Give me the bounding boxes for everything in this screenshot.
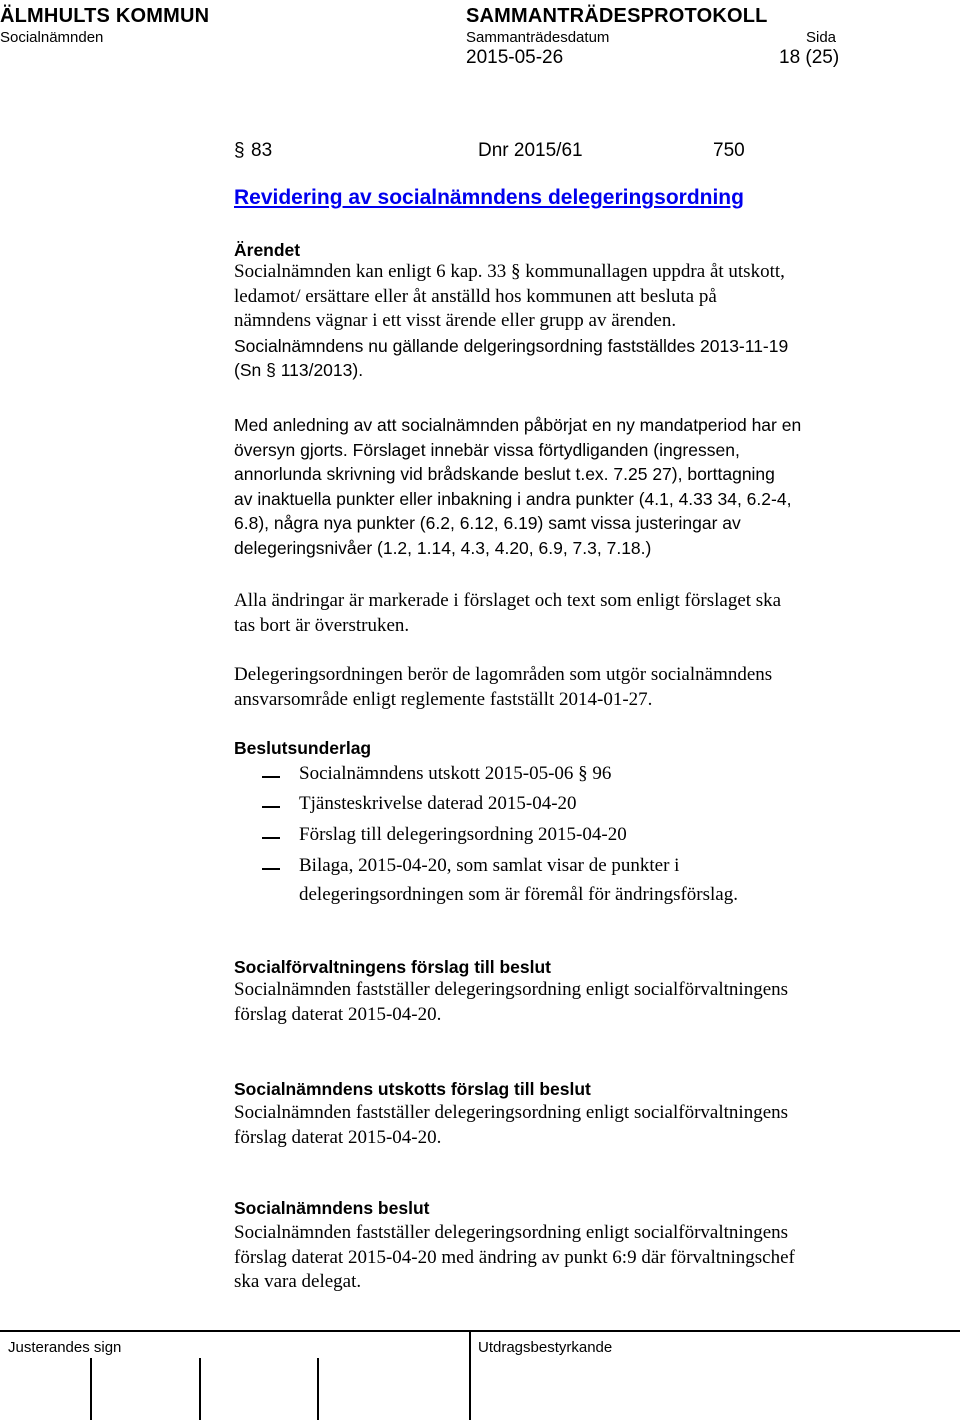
document-type: SAMMANTRÄDESPROTOKOLL — [466, 5, 768, 27]
text-line: Alla ändringar är markerade i förslaget och text som enligt förslaget ska — [234, 590, 782, 611]
extract-label: Utdragsbestyrkande — [478, 1339, 613, 1356]
text-line: Socialnämndens nu gällande delgeringsordning fastställdes 2013-11-19 — [234, 335, 789, 356]
text-line: förslag daterat 2015-04-20. — [234, 1003, 442, 1025]
page-number: 18 (25) — [779, 47, 840, 68]
underlag-item: Socialnämndens utskott 2015-05-06 § 96 — [299, 763, 612, 784]
underlag-item-continuation: delegeringsordningen som är föremål för ändringsförslag. — [299, 884, 738, 905]
unit-name: Socialnämnden — [0, 29, 104, 46]
case-title-link[interactable]: Revidering av socialnämndens delegeringsordning — [234, 186, 744, 209]
text-line: delegeringsnivåer (1.2, 1.14, 4.3, 4.20, 6.9, 7.3, 7.18.) — [234, 537, 652, 558]
footer-top-rule — [0, 1330, 960, 1332]
text-line: av inaktuella punkter eller inbakning i andra punkter (4.1, 4.33 34, 6.2-4, — [234, 488, 792, 509]
signature-box-divider — [199, 1358, 201, 1420]
text-line: Socialnämnden fastställer delegeringsordning enligt socialförvaltningens — [234, 1222, 789, 1243]
text-line: översyn gjorts. Förslaget innebär vissa förtydliganden (ingressen, — [234, 439, 740, 460]
footer-center-divider — [469, 1330, 471, 1420]
signature-footer — [0, 1330, 960, 1420]
text-line: förslag daterat 2015-04-20. — [234, 1126, 442, 1148]
sign-label: Justerandes sign — [8, 1339, 122, 1356]
text-line: 6.8), några nya punkter (6.2, 6.12, 6.19) samt vissa justeringar av — [234, 513, 741, 533]
text-line: (Sn § 113/2013). — [234, 360, 364, 380]
text-line: ska vara delegat. — [234, 1271, 362, 1292]
arendet-paragraph-3 — [234, 589, 914, 638]
underlag-item: Tjänsteskrivelse daterad 2015-04-20 — [299, 793, 577, 814]
text-line: annorlunda skrivning vid brådskande beslut t.ex. 7.25 27), borttagning — [234, 464, 775, 484]
arendet-paragraph-4 — [234, 663, 914, 712]
text-line: Med anledning av att socialnämnden påbörjat en ny mandatperiod har en — [234, 415, 802, 435]
text-line: Socialnämnden fastställer delegeringsordning enligt socialförvaltningens — [234, 1102, 789, 1123]
page-label: Sida — [806, 29, 837, 46]
heading-beslutsunderlag: Beslutsunderlag — [234, 738, 372, 758]
bullet-dash-icon — [262, 776, 280, 778]
text-line: Socialnämnden kan enligt 6 kap. 33 § kommunallagen uppdra åt utskott, — [234, 261, 785, 282]
text-line: nämndens vägnar i ett visst ärende eller grupp av ärenden. — [234, 310, 677, 331]
text-line: Delegeringsordningen berör de lagområden som utgör socialnämndens — [234, 664, 773, 685]
signature-box-divider — [90, 1358, 92, 1420]
bullet-dash-icon — [262, 837, 280, 839]
heading-beslut: Socialnämndens beslut — [234, 1198, 430, 1218]
case-dnr: Dnr 2015/61 — [478, 140, 583, 161]
beslut-text — [234, 1221, 914, 1295]
heading-utskott-forslag: Socialnämndens utskotts förslag till beslut — [234, 1079, 591, 1099]
text-line: ansvarsområde enligt reglemente fastställt 2014-01-27. — [234, 688, 653, 710]
arendet-paragraph-1 — [234, 260, 914, 383]
text-line: ledamot/ ersättare eller åt anställd hos kommunen att besluta på — [234, 285, 717, 307]
utskott-forslag-text — [234, 1101, 914, 1150]
bullet-dash-icon — [262, 868, 280, 870]
underlag-item: Bilaga, 2015-04-20, som samlat visar de punkter i — [299, 855, 680, 876]
signature-box-divider — [317, 1358, 319, 1420]
case-number: 83 — [251, 140, 273, 161]
case-code: 750 — [713, 140, 745, 161]
section-symbol: § — [234, 140, 245, 161]
heading-forvaltning-forslag: Socialförvaltningens förslag till beslut — [234, 957, 551, 977]
meeting-date: 2015-05-26 — [466, 47, 564, 68]
bullet-dash-icon — [262, 806, 280, 808]
text-line: förslag daterat 2015-04-20 med ändring av punkt 6:9 där förvaltningschef — [234, 1246, 795, 1268]
forvaltning-forslag-text — [234, 978, 914, 1027]
arendet-paragraph-2 — [234, 413, 914, 560]
text-line: Socialnämnden fastställer delegeringsordning enligt socialförvaltningens — [234, 979, 789, 1000]
text-line: tas bort är överstruken. — [234, 614, 410, 636]
date-label: Sammanträdesdatum — [466, 29, 610, 46]
org-name: ÄLMHULTS KOMMUN — [0, 5, 210, 27]
underlag-item: Förslag till delegeringsordning 2015-04-20 — [299, 824, 627, 845]
heading-arendet: Ärendet — [234, 240, 301, 260]
